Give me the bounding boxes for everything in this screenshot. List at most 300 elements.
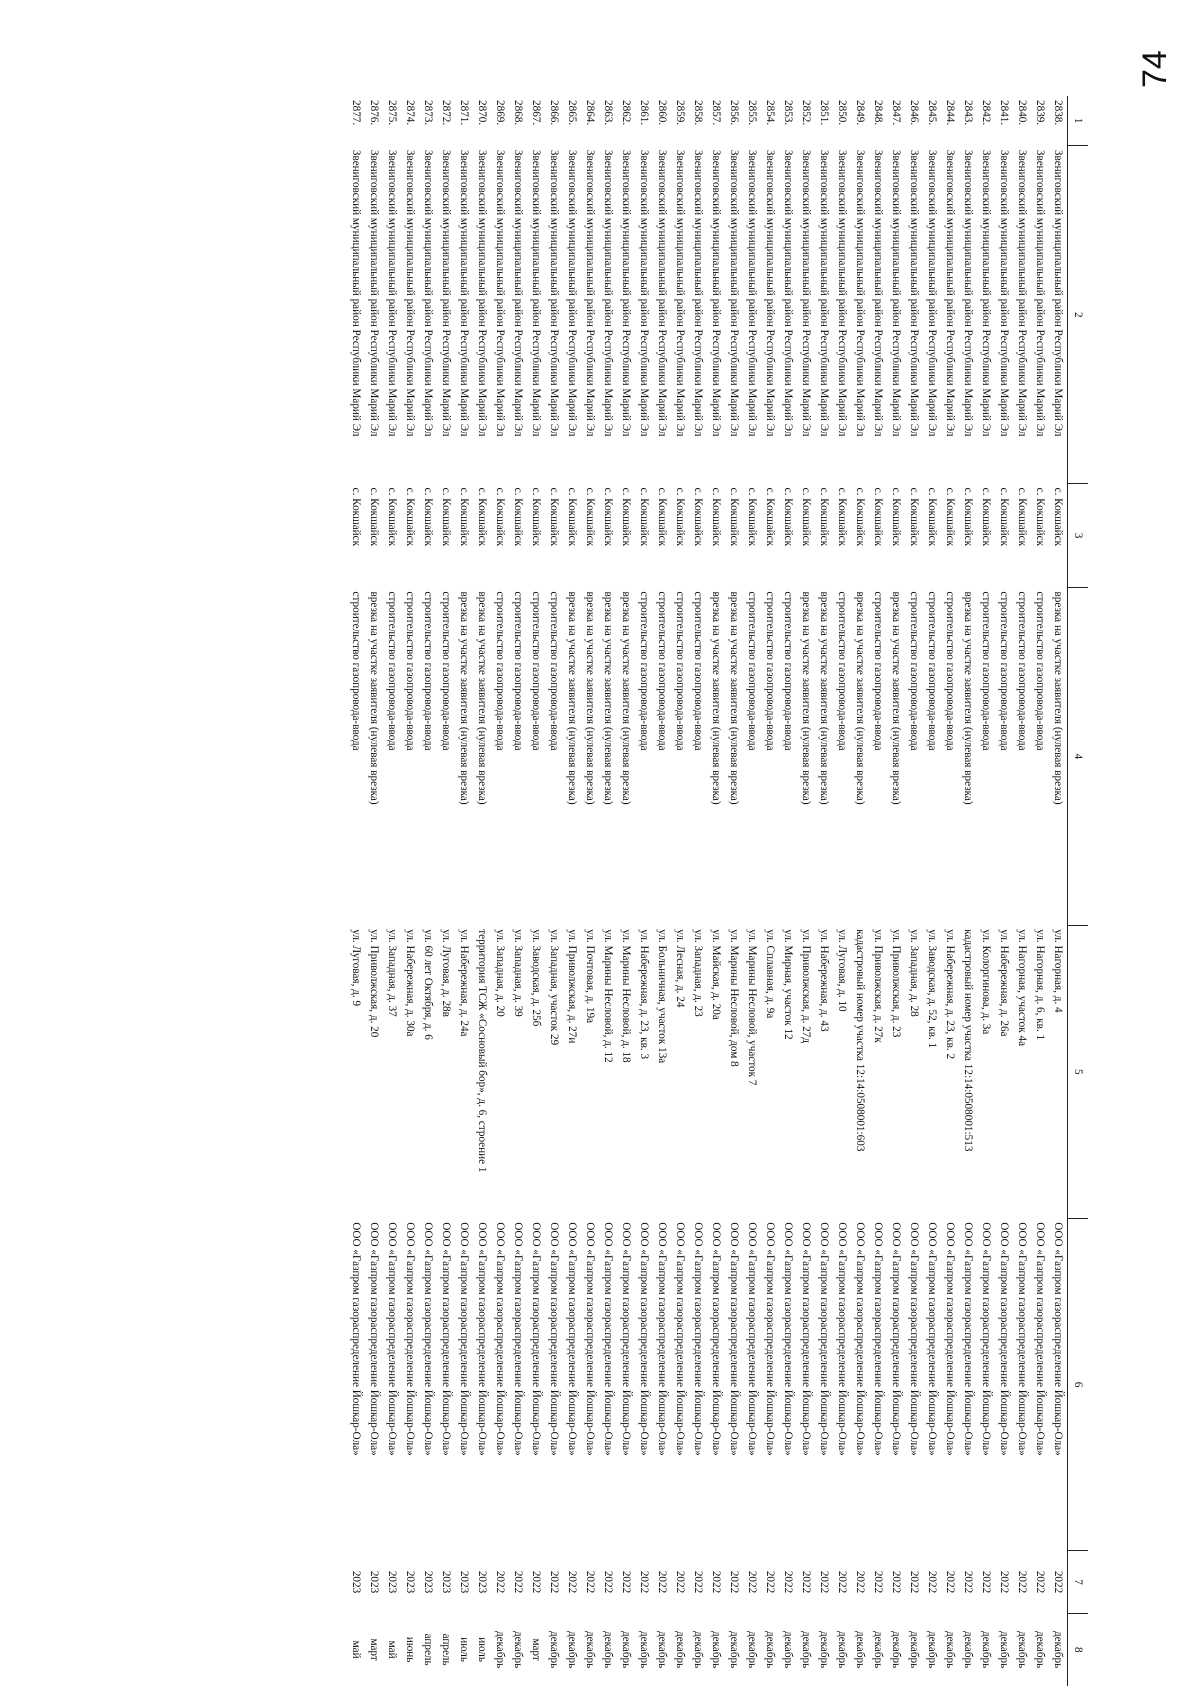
page-number: 74 xyxy=(1136,50,1174,88)
settlement-cell: с. Кокшайск xyxy=(872,487,884,547)
settlement-cell: с. Кокшайск xyxy=(890,487,902,547)
settlement-cell: с. Кокшайск xyxy=(350,487,362,547)
table-row xyxy=(995,96,1013,1686)
settlement-cell: с. Кокшайск xyxy=(530,487,542,547)
row-number: 2872. xyxy=(440,100,452,126)
settlement-cell: с. Кокшайск xyxy=(1052,487,1064,547)
month-cell: июнь xyxy=(404,1636,416,1663)
year-cell: 2022 xyxy=(638,1570,650,1594)
month-cell: декабрь xyxy=(602,1630,614,1669)
organization-cell: ООО «Газпром газораспределение Йошкар-Ола» xyxy=(710,1222,722,1456)
month-cell: декабрь xyxy=(494,1630,506,1669)
organization-cell: ООО «Газпром газораспределение Йошкар-Ола» xyxy=(854,1222,866,1456)
settlement-cell: с. Кокшайск xyxy=(710,487,722,547)
address-cell: ул. Приволжская, д. 27к xyxy=(872,929,884,1043)
district-cell: Звениговский муниципальный район Республики Марий Эл xyxy=(512,149,524,437)
table-row xyxy=(437,96,455,1686)
work-type-cell: строительство газопровода-ввода xyxy=(548,591,560,751)
address-cell: ул. Приволжская, д. 20 xyxy=(368,929,380,1038)
district-cell: Звениговский муниципальный район Республики Марий Эл xyxy=(548,149,560,437)
month-cell: май xyxy=(350,1640,362,1659)
month-cell: декабрь xyxy=(926,1630,938,1669)
table-row xyxy=(707,96,725,1686)
work-type-cell: врезка на участке заявителя (нулевая врезка) xyxy=(620,591,632,805)
settlement-cell: с. Кокшайск xyxy=(692,487,704,547)
organization-cell: ООО «Газпром газораспределение Йошкар-Ола» xyxy=(836,1222,848,1456)
district-cell: Звениговский муниципальный район Республики Марий Эл xyxy=(692,149,704,437)
organization-cell: ООО «Газпром газораспределение Йошкар-Ола» xyxy=(350,1222,362,1456)
district-cell: Звениговский муниципальный район Республики Марий Эл xyxy=(368,149,380,437)
district-cell: Звениговский муниципальный район Республики Марий Эл xyxy=(620,149,632,437)
table-row xyxy=(743,96,761,1686)
work-type-cell: врезка на участке заявителя (нулевая врезка) xyxy=(710,591,722,805)
organization-cell: ООО «Газпром газораспределение Йошкар-Ола» xyxy=(962,1222,974,1456)
organization-cell: ООО «Газпром газораспределение Йошкар-Ола» xyxy=(782,1222,794,1456)
organization-cell: ООО «Газпром газораспределение Йошкар-Ола» xyxy=(800,1222,812,1456)
row-number: 2842. xyxy=(980,100,992,126)
address-cell: ул. Больничная, участок 13а xyxy=(656,929,668,1064)
month-cell: декабрь xyxy=(746,1630,758,1669)
settlement-cell: с. Кокшайск xyxy=(494,487,506,547)
district-cell: Звениговский муниципальный район Республики Марий Эл xyxy=(404,149,416,437)
organization-cell: ООО «Газпром газораспределение Йошкар-Ола» xyxy=(818,1222,830,1456)
address-cell: ул. Луговая, д. 28в xyxy=(440,929,452,1017)
month-cell: апрель xyxy=(440,1633,452,1666)
year-cell: 2022 xyxy=(1016,1570,1028,1594)
settlement-cell: с. Кокшайск xyxy=(998,487,1010,547)
row-number: 2870. xyxy=(476,100,488,126)
district-cell: Звениговский муниципальный район Республики Марий Эл xyxy=(1052,149,1064,437)
organization-cell: ООО «Газпром газораспределение Йошкар-Ола» xyxy=(908,1222,920,1456)
row-number: 2876. xyxy=(368,100,380,126)
table-row xyxy=(419,96,437,1686)
month-cell: декабрь xyxy=(638,1630,650,1669)
settlement-cell: с. Кокшайск xyxy=(458,487,470,547)
organization-cell: ООО «Газпром газораспределение Йошкар-Ола» xyxy=(584,1222,596,1456)
settlement-cell: с. Кокшайск xyxy=(908,487,920,547)
row-number: 2843. xyxy=(962,100,974,126)
year-cell: 2022 xyxy=(836,1570,848,1594)
district-cell: Звениговский муниципальный район Республики Марий Эл xyxy=(638,149,650,437)
month-cell: декабрь xyxy=(998,1630,1010,1669)
organization-cell: ООО «Газпром газораспределение Йошкар-Ола» xyxy=(512,1222,524,1456)
month-cell: декабрь xyxy=(566,1630,578,1669)
work-type-cell: строительство газопровода-ввода xyxy=(1034,591,1046,751)
settlement-cell: с. Кокшайск xyxy=(404,487,416,547)
organization-cell: ООО «Газпром газораспределение Йошкар-Ола» xyxy=(872,1222,884,1456)
settlement-cell: с. Кокшайск xyxy=(782,487,794,547)
work-type-cell: строительство газопровода-ввода xyxy=(764,591,776,751)
year-cell: 2022 xyxy=(566,1570,578,1594)
row-number: 2862. xyxy=(620,100,632,126)
row-number: 2846. xyxy=(908,100,920,126)
work-type-cell: строительство газопровода-ввода xyxy=(386,591,398,751)
address-cell: ул. Сплавная, д. 9а xyxy=(764,929,776,1019)
work-type-cell: врезка на участке заявителя (нулевая врезка) xyxy=(458,591,470,805)
organization-cell: ООО «Газпром газораспределение Йошкар-Ола» xyxy=(1016,1222,1028,1456)
table-row xyxy=(1049,96,1068,1686)
district-cell: Звениговский муниципальный район Республики Марий Эл xyxy=(926,149,938,437)
organization-cell: ООО «Газпром газораспределение Йошкар-Ола» xyxy=(764,1222,776,1456)
row-number: 2866. xyxy=(548,100,560,126)
district-cell: Звениговский муниципальный район Республики Марий Эл xyxy=(386,149,398,437)
month-cell: декабрь xyxy=(944,1630,956,1669)
district-cell: Звениговский муниципальный район Республики Марий Эл xyxy=(1034,149,1046,437)
work-type-cell: врезка на участке заявителя (нулевая врезка) xyxy=(566,591,578,805)
organization-cell: ООО «Газпром газораспределение Йошкар-Ола» xyxy=(386,1222,398,1456)
work-type-cell: строительство газопровода-ввода xyxy=(530,591,542,751)
month-cell: май xyxy=(386,1640,398,1659)
year-cell: 2022 xyxy=(1034,1570,1046,1594)
work-type-cell: строительство газопровода-ввода xyxy=(746,591,758,751)
district-cell: Звениговский муниципальный район Республики Марий Эл xyxy=(998,149,1010,437)
col-header-3: 3 xyxy=(1068,484,1089,588)
address-cell: ул. Приволжская, д. 27и xyxy=(566,929,578,1044)
row-number: 2852. xyxy=(800,100,812,126)
row-number: 2851. xyxy=(818,100,830,126)
month-cell: апрель xyxy=(422,1633,434,1666)
row-number: 2861. xyxy=(638,100,650,126)
month-cell: декабрь xyxy=(656,1630,668,1669)
organization-cell: ООО «Газпром газораспределение Йошкар-Ола» xyxy=(458,1222,470,1456)
address-cell: ул. Марины Несловой, д. 18 xyxy=(620,929,632,1063)
month-cell: декабрь xyxy=(1034,1630,1046,1669)
year-cell: 2022 xyxy=(944,1570,956,1594)
work-type-cell: строительство газопровода-ввода xyxy=(872,591,884,751)
work-type-cell: строительство газопровода-ввода xyxy=(494,591,506,751)
work-type-cell: строительство газопровода-ввода xyxy=(944,591,956,751)
district-cell: Звениговский муниципальный район Республики Марий Эл xyxy=(746,149,758,437)
settlement-cell: с. Кокшайск xyxy=(962,487,974,547)
address-cell: ул. Набережная, д. 23, кв. 3 xyxy=(638,929,650,1060)
organization-cell: ООО «Газпром газораспределение Йошкар-Ола» xyxy=(1052,1222,1064,1456)
work-type-cell: строительство газопровода-ввода xyxy=(1016,591,1028,751)
table-row xyxy=(725,96,743,1686)
address-cell: ул. Набережная, д. 23, кв. 2 xyxy=(944,929,956,1060)
year-cell: 2022 xyxy=(620,1570,632,1594)
table-row xyxy=(833,96,851,1686)
work-type-cell: врезка на участке заявителя (нулевая врезка) xyxy=(1052,591,1064,805)
organization-cell: ООО «Газпром газораспределение Йошкар-Ола» xyxy=(998,1222,1010,1456)
year-cell: 2022 xyxy=(782,1570,794,1594)
row-number: 2875. xyxy=(386,100,398,126)
address-cell: ул. Западная, участок 29 xyxy=(548,929,560,1046)
year-cell: 2023 xyxy=(440,1570,452,1594)
district-cell: Звениговский муниципальный район Республики Марий Эл xyxy=(944,149,956,437)
address-cell: ул. Набережная, д. 43 xyxy=(818,929,830,1032)
table-row xyxy=(941,96,959,1686)
row-number: 2864. xyxy=(584,100,596,126)
settlement-cell: с. Кокшайск xyxy=(980,487,992,547)
address-cell: кадастровый номер участка 12:14:0508001:603 xyxy=(854,929,866,1152)
work-type-cell: строительство газопровода-ввода xyxy=(980,591,992,751)
row-number: 2859. xyxy=(674,100,686,126)
address-cell: ул. Приволжская, д. 23 xyxy=(890,929,902,1038)
table-row xyxy=(509,96,527,1686)
table-row xyxy=(581,96,599,1686)
month-cell: декабрь xyxy=(512,1630,524,1669)
table-row xyxy=(671,96,689,1686)
address-cell: ул. Набережная, д. 26а xyxy=(998,929,1010,1037)
row-number: 2874. xyxy=(404,100,416,126)
address-cell: ул. Западная, д. 20 xyxy=(494,929,506,1017)
year-cell: 2022 xyxy=(512,1570,524,1594)
table-row xyxy=(779,96,797,1686)
work-type-cell: строительство газопровода-ввода xyxy=(836,591,848,751)
organization-cell: ООО «Газпром газораспределение Йошкар-Ола» xyxy=(494,1222,506,1456)
work-type-cell: строительство газопровода-ввода xyxy=(404,591,416,751)
year-cell: 2022 xyxy=(818,1570,830,1594)
year-cell: 2022 xyxy=(494,1570,506,1594)
organization-cell: ООО «Газпром газораспределение Йошкар-Ола» xyxy=(674,1222,686,1456)
year-cell: 2022 xyxy=(998,1570,1010,1594)
settlement-cell: с. Кокшайск xyxy=(1034,487,1046,547)
work-type-cell: строительство газопровода-ввода xyxy=(998,591,1010,751)
address-cell: ул. Западная, д. 28 xyxy=(908,929,920,1017)
row-number: 2840. xyxy=(1016,100,1028,126)
row-number: 2854. xyxy=(764,100,776,126)
year-cell: 2023 xyxy=(350,1570,362,1594)
organization-cell: ООО «Газпром газораспределение Йошкар-Ола» xyxy=(890,1222,902,1456)
settlement-cell: с. Кокшайск xyxy=(602,487,614,547)
year-cell: 2023 xyxy=(404,1570,416,1594)
year-cell: 2023 xyxy=(458,1570,470,1594)
district-cell: Звениговский муниципальный район Республики Марий Эл xyxy=(782,149,794,437)
month-cell: декабрь xyxy=(890,1630,902,1669)
organization-cell: ООО «Газпром газораспределение Йошкар-Ола» xyxy=(944,1222,956,1456)
address-cell: ул. Набережная, д. 30а xyxy=(404,929,416,1037)
organization-cell: ООО «Газпром газораспределение Йошкар-Ола» xyxy=(692,1222,704,1456)
district-cell: Звениговский муниципальный район Республики Марий Эл xyxy=(602,149,614,437)
table-row xyxy=(491,96,509,1686)
work-type-cell: врезка на участке заявителя (нулевая врезка) xyxy=(584,591,596,805)
organization-cell: ООО «Газпром газораспределение Йошкар-Ола» xyxy=(638,1222,650,1456)
rotated-document xyxy=(208,96,1088,1686)
year-cell: 2022 xyxy=(530,1570,542,1594)
district-cell: Звениговский муниципальный район Республики Марий Эл xyxy=(458,149,470,437)
district-cell: Звениговский муниципальный район Республики Марий Эл xyxy=(422,149,434,437)
year-cell: 2023 xyxy=(368,1570,380,1594)
address-cell: ул. Луговая, д. 9 xyxy=(350,929,362,1007)
organization-cell: ООО «Газпром газораспределение Йошкар-Ола» xyxy=(530,1222,542,1456)
month-cell: июль xyxy=(476,1637,488,1662)
row-number: 2877. xyxy=(350,100,362,126)
settlement-cell: с. Кокшайск xyxy=(476,487,488,547)
table-row xyxy=(869,96,887,1686)
district-cell: Звениговский муниципальный район Республики Марий Эл xyxy=(674,149,686,437)
table-row xyxy=(563,96,581,1686)
table-row xyxy=(851,96,869,1686)
settlement-cell: с. Кокшайск xyxy=(836,487,848,547)
year-cell: 2022 xyxy=(656,1570,668,1594)
organization-cell: ООО «Газпром газораспределение Йошкар-Ола» xyxy=(548,1222,560,1456)
work-type-cell: строительство газопровода-ввода xyxy=(782,591,794,751)
district-cell: Звениговский муниципальный район Республики Марий Эл xyxy=(872,149,884,437)
month-cell: декабрь xyxy=(584,1630,596,1669)
address-cell: ул. Мирная, участок 12 xyxy=(782,929,794,1040)
work-type-cell: врезка на участке заявителя (нулевая врезка) xyxy=(854,591,866,805)
work-type-cell: врезка на участке заявителя (нулевая врезка) xyxy=(368,591,380,805)
table-row xyxy=(977,96,995,1686)
row-number: 2869. xyxy=(494,100,506,126)
month-cell: декабрь xyxy=(728,1630,740,1669)
address-cell: ул. Западная, д. 37 xyxy=(386,929,398,1017)
organization-cell: ООО «Газпром газораспределение Йошкар-Ола» xyxy=(926,1222,938,1456)
col-header-8: 8 xyxy=(1068,1613,1089,1686)
district-cell: Звениговский муниципальный район Республики Марий Эл xyxy=(980,149,992,437)
year-cell: 2022 xyxy=(854,1570,866,1594)
organization-cell: ООО «Газпром газораспределение Йошкар-Ола» xyxy=(728,1222,740,1456)
organization-cell: ООО «Газпром газораспределение Йошкар-Ола» xyxy=(368,1222,380,1456)
year-cell: 2022 xyxy=(764,1570,776,1594)
table-row xyxy=(527,96,545,1686)
table-row xyxy=(545,96,563,1686)
row-number: 2856. xyxy=(728,100,740,126)
address-cell: ул. Западная, д. 23 xyxy=(692,929,704,1017)
address-cell: кадастровый номер участка 12:14:0508001:513 xyxy=(962,929,974,1152)
year-cell: 2023 xyxy=(476,1570,488,1594)
address-cell: ул. Лесная, д. 24 xyxy=(674,929,686,1008)
month-cell: декабрь xyxy=(872,1630,884,1669)
row-number: 2858. xyxy=(692,100,704,126)
month-cell: декабрь xyxy=(854,1630,866,1669)
organization-cell: ООО «Газпром газораспределение Йошкар-Ола» xyxy=(1034,1222,1046,1456)
work-type-cell: врезка на участке заявителя (нулевая врезка) xyxy=(962,591,974,805)
table-row xyxy=(815,96,833,1686)
settlement-cell: с. Кокшайск xyxy=(566,487,578,547)
settlement-cell: с. Кокшайск xyxy=(386,487,398,547)
address-cell: ул. 60 лет Октября, д. 6 xyxy=(422,929,434,1040)
table-row xyxy=(473,96,491,1686)
year-cell: 2022 xyxy=(728,1570,740,1594)
settlement-cell: с. Кокшайск xyxy=(512,487,524,547)
work-type-cell: строительство газопровода-ввода xyxy=(350,591,362,751)
settlement-cell: с. Кокшайск xyxy=(440,487,452,547)
settlement-cell: с. Кокшайск xyxy=(800,487,812,547)
address-cell: ул. Марины Несловой, д. 12 xyxy=(602,929,614,1063)
table-row xyxy=(653,96,671,1686)
district-cell: Звениговский муниципальный район Республики Марий Эл xyxy=(854,149,866,437)
month-cell: декабрь xyxy=(818,1630,830,1669)
table-row xyxy=(887,96,905,1686)
district-cell: Звениговский муниципальный район Республики Марий Эл xyxy=(710,149,722,437)
year-cell: 2022 xyxy=(746,1570,758,1594)
settlement-cell: с. Кокшайск xyxy=(944,487,956,547)
year-cell: 2023 xyxy=(386,1570,398,1594)
col-header-5: 5 xyxy=(1068,925,1089,1218)
year-cell: 2022 xyxy=(872,1570,884,1594)
year-cell: 2023 xyxy=(422,1570,434,1594)
row-number: 2848. xyxy=(872,100,884,126)
month-cell: март xyxy=(368,1638,380,1661)
month-cell: декабрь xyxy=(548,1630,560,1669)
district-cell: Звениговский муниципальный район Республики Марий Эл xyxy=(530,149,542,437)
address-cell: ул. Марины Несловой, дом 8 xyxy=(728,929,740,1067)
settlement-cell: с. Кокшайск xyxy=(764,487,776,547)
row-number: 2841. xyxy=(998,100,1010,126)
address-cell: ул. Нагорная, д. 4 xyxy=(1052,929,1064,1013)
organization-cell: ООО «Газпром газораспределение Йошкар-Ола» xyxy=(476,1222,488,1456)
month-cell: декабрь xyxy=(1052,1630,1064,1669)
year-cell: 2022 xyxy=(548,1570,560,1594)
work-type-cell: строительство газопровода-ввода xyxy=(692,591,704,751)
district-cell: Звениговский муниципальный район Республики Марий Эл xyxy=(890,149,902,437)
work-type-cell: строительство газопровода-ввода xyxy=(908,591,920,751)
table-row xyxy=(689,96,707,1686)
table-row xyxy=(617,96,635,1686)
district-cell: Звениговский муниципальный район Республики Марий Эл xyxy=(836,149,848,437)
district-cell: Звениговский муниципальный район Республики Марий Эл xyxy=(764,149,776,437)
district-cell: Звениговский муниципальный район Республики Марий Эл xyxy=(494,149,506,437)
col-header-6: 6 xyxy=(1068,1218,1089,1551)
year-cell: 2022 xyxy=(908,1570,920,1594)
col-header-4: 4 xyxy=(1068,588,1089,926)
district-cell: Звениговский муниципальный район Республики Марий Эл xyxy=(728,149,740,437)
district-cell: Звениговский муниципальный район Республики Марий Эл xyxy=(818,149,830,437)
work-type-cell: строительство газопровода-ввода xyxy=(656,591,668,751)
settlement-cell: с. Кокшайск xyxy=(674,487,686,547)
month-cell: декабрь xyxy=(710,1630,722,1669)
address-cell: ул. Марины Несловой, участок 7 xyxy=(746,929,758,1086)
row-number: 2871. xyxy=(458,100,470,126)
district-cell: Звениговский муниципальный район Республики Марий Эл xyxy=(908,149,920,437)
organization-cell: ООО «Газпром газораспределение Йошкар-Ола» xyxy=(404,1222,416,1456)
settlement-cell: с. Кокшайск xyxy=(854,487,866,547)
row-number: 2839. xyxy=(1034,100,1046,126)
work-type-cell: врезка на участке заявителя (нулевая врезка) xyxy=(476,591,488,805)
month-cell: декабрь xyxy=(908,1630,920,1669)
district-cell: Звениговский муниципальный район Республики Марий Эл xyxy=(440,149,452,437)
table-row xyxy=(1031,96,1049,1686)
year-cell: 2022 xyxy=(584,1570,596,1594)
year-cell: 2022 xyxy=(962,1570,974,1594)
table-row xyxy=(347,96,365,1686)
work-type-cell: строительство газопровода-ввода xyxy=(638,591,650,751)
address-cell: ул. Западная, д. 39 xyxy=(512,929,524,1017)
year-cell: 2022 xyxy=(692,1570,704,1594)
row-number: 2845. xyxy=(926,100,938,126)
district-cell: Звениговский муниципальный район Республики Марий Эл xyxy=(566,149,578,437)
table-row xyxy=(455,96,473,1686)
organization-cell: ООО «Газпром газораспределение Йошкар-Ола» xyxy=(746,1222,758,1456)
row-number: 2849. xyxy=(854,100,866,126)
table-row xyxy=(923,96,941,1686)
organization-cell: ООО «Газпром газораспределение Йошкар-Ола» xyxy=(422,1222,434,1456)
table-row xyxy=(761,96,779,1686)
work-type-cell: строительство газопровода-ввода xyxy=(926,591,938,751)
work-type-cell: врезка на участке заявителя (нулевая врезка) xyxy=(818,591,830,805)
row-number: 2853. xyxy=(782,100,794,126)
table-row xyxy=(905,96,923,1686)
settlement-cell: с. Кокшайск xyxy=(422,487,434,547)
year-cell: 2022 xyxy=(674,1570,686,1594)
settlement-cell: с. Кокшайск xyxy=(638,487,650,547)
header-row xyxy=(1068,96,1089,1686)
col-header-1: 1 xyxy=(1068,96,1089,146)
month-cell: декабрь xyxy=(980,1630,992,1669)
organization-cell: ООО «Газпром газораспределение Йошкар-Ола» xyxy=(602,1222,614,1456)
month-cell: июль xyxy=(458,1637,470,1662)
year-cell: 2022 xyxy=(890,1570,902,1594)
work-type-cell: врезка на участке заявителя (нулевая врезка) xyxy=(890,591,902,805)
address-cell: ул. Нагорная, участок 4а xyxy=(1016,929,1028,1047)
district-cell: Звениговский муниципальный район Республики Марий Эл xyxy=(476,149,488,437)
row-number: 2873. xyxy=(422,100,434,126)
address-cell: ул. Набережная, д. 24а xyxy=(458,929,470,1037)
table-row xyxy=(401,96,419,1686)
table-row xyxy=(599,96,617,1686)
table-row xyxy=(1013,96,1031,1686)
